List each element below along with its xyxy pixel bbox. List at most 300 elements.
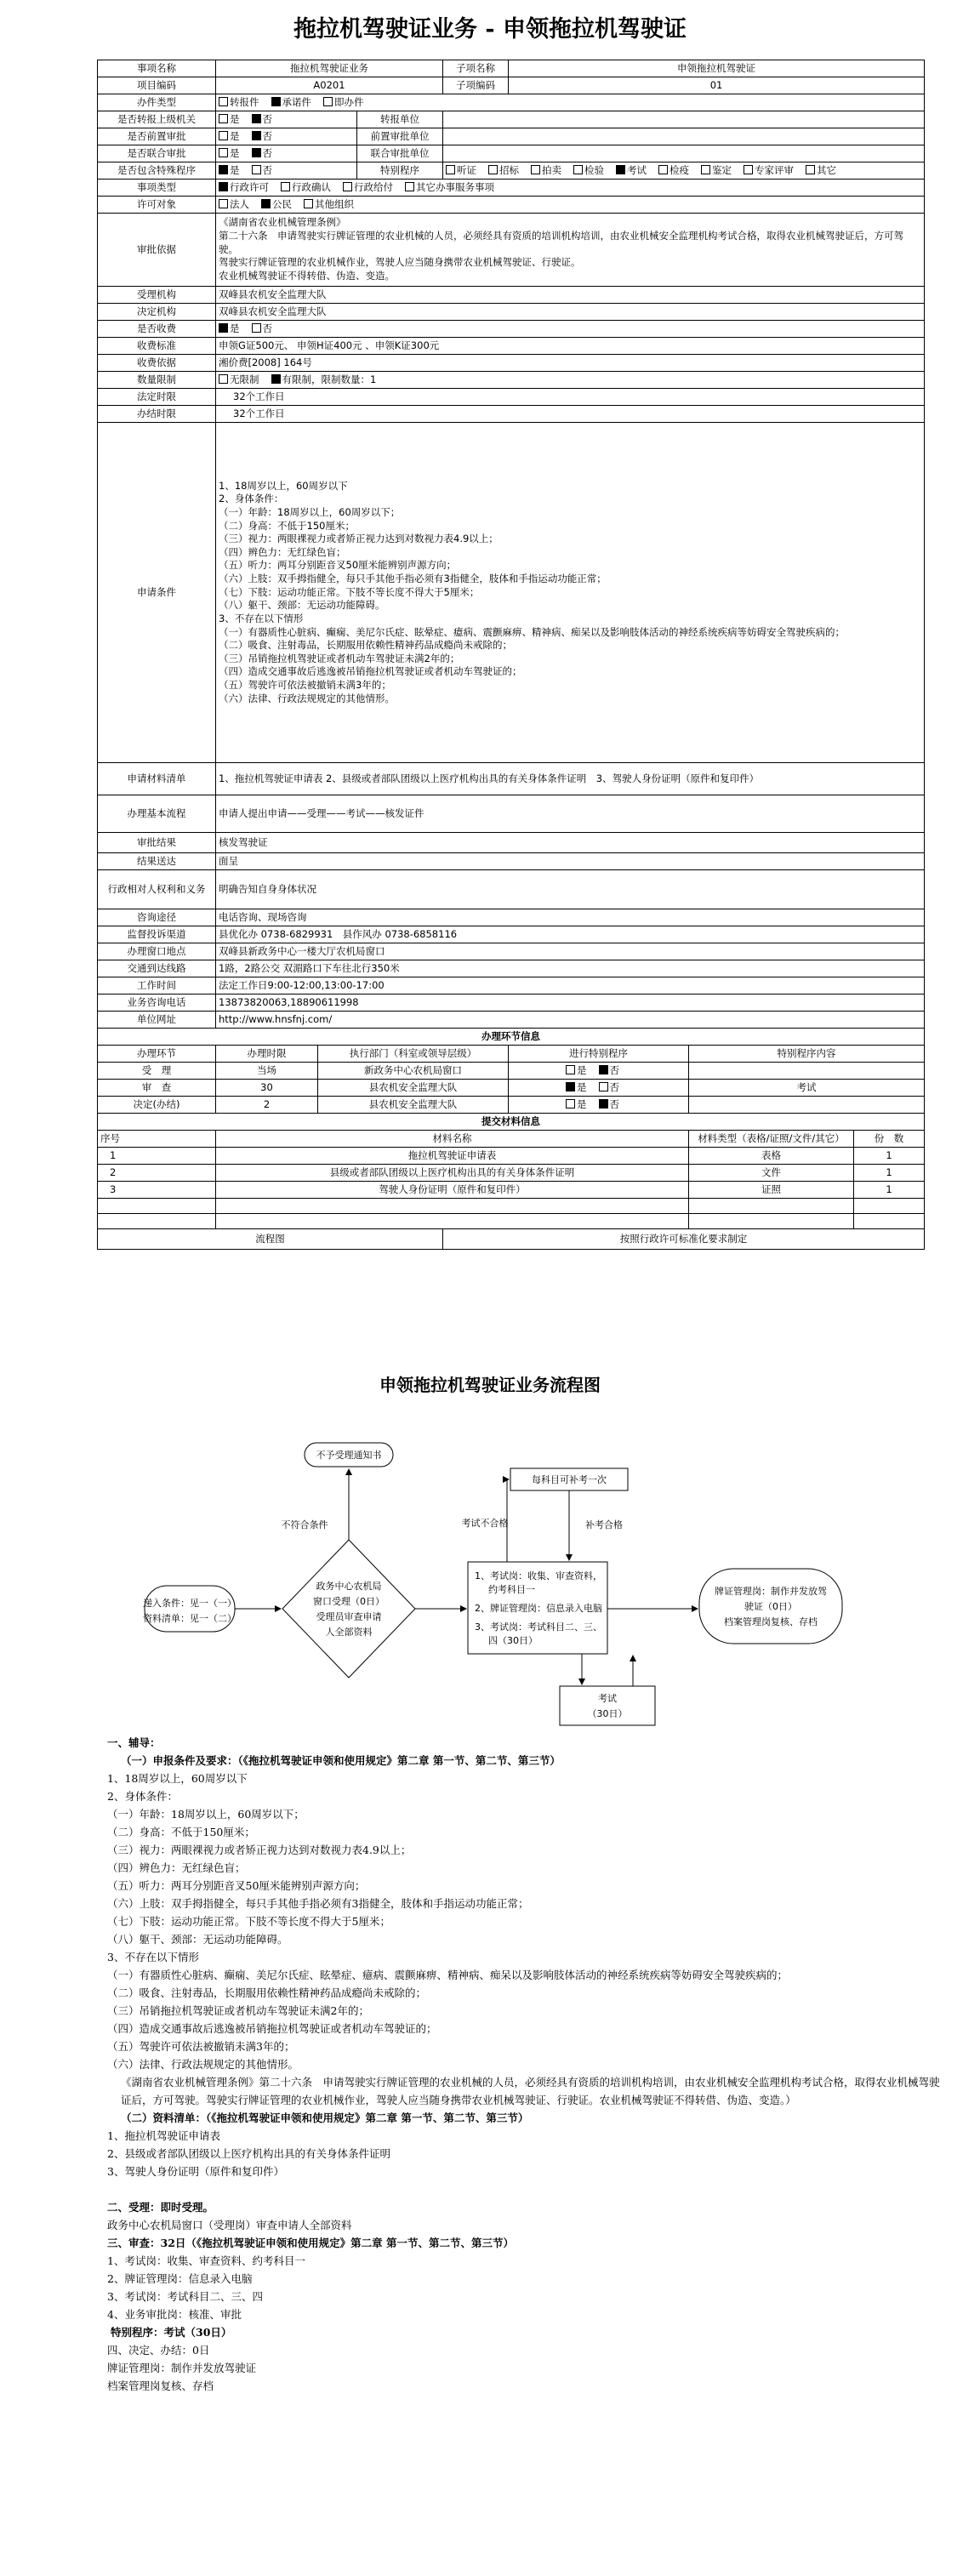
checked-box-icon [219,182,228,191]
note-heading: 二、受理：即时受理。 [107,2201,214,2214]
unchecked-box-icon [219,148,228,157]
yes-option [219,322,240,334]
checked-box-icon [252,131,261,140]
transfer-unit-value [443,111,925,128]
promise-limit-label: 办结时限 [98,406,216,423]
result-value: 核发驾驶证 [216,833,925,853]
consult-label: 咨询途径 [98,909,216,926]
special-proc-option-label: 其它 [817,163,836,176]
traffic-value: 1路，2路公交 双湄路口下车往北行350米 [216,960,925,977]
page-title: 拖拉机驾驶证业务 - 申领拖拉机驾驶证 [293,16,687,43]
no-option-label: 否 [609,1063,619,1076]
item-code-label: 项目编码 [98,77,216,94]
step-limit: 2 [216,1097,318,1114]
checkbox-option-label: 转报件 [230,95,259,108]
joint-approval-options [216,145,357,162]
no-option [252,322,273,334]
note-condition-line: （四）辨色力：无红绿色盲； [107,1861,246,1874]
mat-no: 3 [98,1182,216,1199]
step-content [689,1097,925,1114]
sub-name-label: 子项名称 [443,60,509,77]
checkbox-option [219,198,249,210]
rights-value: 明确告知自身身体状况 [216,870,925,909]
promise-limit-value: 32个工作日 [216,406,925,423]
mat-empty-cell [98,1214,216,1229]
special-proc-label: 特别程序 [357,162,443,180]
target-label: 许可对象 [98,197,216,214]
joint-approval-label: 是否联合审批 [98,145,216,162]
accept-org-value: 双峰县农机安全监理大队 [216,287,925,304]
phone-label: 业务咨询电话 [98,994,216,1012]
flow-title: 申领拖拉机驾驶证业务流程图 [379,1375,601,1395]
unchecked-box-icon [219,97,228,106]
mat-header-no: 序号 [98,1131,216,1148]
traffic-label: 交通到达线路 [98,960,216,977]
condition-line: （七）下肢：运动功能正常。下肢不等长度不得大于5厘米； [219,585,480,598]
unchecked-box-icon [573,165,583,174]
sub-code-value: 01 [509,77,925,94]
unchecked-box-icon [252,165,261,174]
note-heading: 四、决定、办结：0日 [107,2344,210,2357]
note-condition-line: （五）驾驶许可依法被撤销未满3年的； [107,2040,295,2053]
basis-line: 驾驶实行牌证管理的农业机械作业，驾驶人应当随身携带农业机械驾驶证、行驶证。 [219,256,581,269]
item-name-value: 拖拉机驾驶证业务 [216,60,443,77]
unchecked-box-icon [219,131,228,140]
special-proc-option-label: 检验 [584,163,604,176]
checked-box-icon [599,1099,608,1108]
condition-line: （四）辨色力：无红绿色盲； [219,545,346,558]
mat-count: 1 [854,1165,925,1182]
unchecked-box-icon [405,182,414,191]
note-condition-line: （七）下肢：运动功能正常。下肢不等长度不得大于5厘米； [107,1915,390,1928]
condition-line: （六）法律、行政法规规定的其他情形。 [219,692,395,704]
step-content [689,1063,925,1080]
reject-text: 不予受理通知书 [316,1450,382,1461]
unchecked-box-icon [219,374,228,384]
checkbox-option [271,373,377,385]
condition-line: （二）吸食、注射毒品，长期服用依赖性精神药品成瘾尚未戒除的； [219,639,512,652]
sub-code-label: 子项编码 [443,77,509,94]
mat-count: 1 [854,1182,925,1199]
checked-box-icon [261,199,271,208]
step-special [509,1080,689,1097]
special-proc-option [488,164,519,176]
checked-box-icon [271,97,281,106]
hours-label: 工作时间 [98,977,216,994]
legal-limit-label: 法定时限 [98,389,216,406]
basis-line: 第二十六条 申请驾驶实行牌证管理的农业机械的人员，必须经具有资质的培训机构培训，由农业机械安全监理机构考试合格，取得农业机械驾驶证后，方可驾驶。 [219,230,903,255]
no-option-label: 否 [262,129,272,142]
unchecked-box-icon [599,1082,608,1091]
issue-line: 牌证管理岗：制作并发放驾 [715,1586,827,1597]
steps-header-dept: 执行部门（科室或领导层级） [318,1046,509,1063]
test-line: （30日） [587,1708,628,1719]
condition-line: 3、不存在以下情形 [219,612,304,624]
note-condition-line: （六）法律、行政法规规定的其他情形。 [107,2058,299,2071]
note-condition-line: （三）吊销拖拉机驾驶证或者机动车驾驶证未满2年的； [107,2004,369,2017]
materials-value: 1、拖拉机驾驶证申请表 2、县级或者部队团级以上医疗机构出具的有关身体条件证明 3、驾驶人身份证明（原件和复印件） [216,763,925,795]
window-line: 人全部资料 [325,1627,373,1638]
mat-empty-cell [689,1199,854,1214]
quantity-label: 数量限制 [98,372,216,389]
special-proc-option [658,164,689,176]
unchecked-box-icon [446,165,455,174]
unchecked-box-icon [531,165,540,174]
note-condition-line: （二）身高：不低于150厘米； [107,1826,255,1838]
no-option-label: 否 [609,1097,619,1110]
special-proc-option-label: 专家评审 [755,163,794,176]
mat-count: 1 [854,1148,925,1165]
unchecked-box-icon [658,165,668,174]
supervise-label: 监督投诉渠道 [98,926,216,943]
special-proc-option [531,164,561,176]
mat-header-type: 材料类型（表格/证照/文件/其它） [689,1131,854,1148]
checked-box-icon [271,374,281,384]
legal-limit-value: 32个工作日 [216,389,925,406]
checkbox-option [304,198,354,210]
step-name: 决定(办结) [98,1097,216,1114]
unchecked-box-icon [343,182,352,191]
exam-line: 1、考试岗：收集、审查资料， [475,1570,602,1582]
fee-basis-value: 湘价费[2008] 164号 [216,355,925,372]
window-diamond [282,1540,415,1678]
note-line: 3、考试岗：考试科目二、三、四 [107,2290,263,2303]
unchecked-box-icon [252,323,261,333]
unchecked-box-icon [281,182,290,191]
checkbox-option-label: 公民 [272,197,292,210]
checkbox-option [219,181,269,193]
note-law: 《湖南省农业机械管理条例》第二十六条 申请驾驶实行牌证管理的农业机械的人员，必须经具有资质的培训机构培训，由农业机械安全监理机构考试合格，取得农业机械驾驶证后，方可驾驶。驾驶实行牌证管理的农业机械作业，驾驶人应当随身携带农业机械驾驶证、行驶证。农业机械驾驶证不得转借、伪造、变造。） [121,2076,940,2106]
mat-type: 文件 [689,1165,854,1182]
yes-option [219,113,240,125]
pre-approval-options [216,128,357,145]
unchecked-box-icon [566,1065,575,1074]
condition-line: （六）上肢：双手拇指健全，每只手其他手指必须有3指健全，肢体和手指运动功能正常； [219,573,607,585]
steps-header-content: 特别程序内容 [689,1046,925,1063]
delivery-value: 面呈 [216,853,925,870]
input-box [145,1586,235,1632]
checkbox-option-label: 行政许可 [230,180,269,193]
fee-standard-value: 申领G证500元、 申领H证400元 、申领K证300元 [216,338,925,355]
note-conditions [107,1770,941,2073]
yes-option-label: 是 [577,1097,587,1110]
result-label: 审批结果 [98,833,216,853]
mat-no: 2 [98,1165,216,1182]
exam-line: 3、考试岗：考试科目二、三、 [475,1621,602,1633]
checkbox-option-label: 其他组织 [315,197,354,210]
yes-option [566,1081,587,1093]
note-line: 1、拖拉机驾驶证申请表 [107,2129,220,2142]
checkbox-option-label: 行政确认 [292,180,331,193]
window-line: 受理员审查申请 [316,1611,382,1622]
charge-options [216,321,925,338]
mat-type: 证照 [689,1182,854,1199]
step-dept: 县农机安全监理大队 [318,1080,509,1097]
condition-line: （五）听力：两耳分别距音叉50厘米能辨别声源方向； [219,559,457,572]
site-link[interactable]: http://www.hnsfnj.com/ [216,1012,925,1029]
checkbox-option-label: 行政给付 [354,180,393,193]
mat-header-name: 材料名称 [216,1131,689,1148]
site-label: 单位网址 [98,1012,216,1029]
no-option [252,130,273,142]
condition-line: （三）视力：两眼裸视力或者矫正视力达到对数视力表4.9以上； [219,533,499,545]
exam-line: 2、牌证管理岗：信息录入电脑 [475,1603,602,1614]
mat-name: 驾驶人身份证明（原件和复印件） [216,1182,689,1199]
unchecked-box-icon [219,199,228,208]
checkbox-option-label: 无限制 [230,373,259,385]
basis-line: 《湖南省农业机械管理条例》 [219,216,346,229]
checked-box-icon [252,148,261,157]
special-proc-options [443,162,925,180]
yes-option [219,147,240,159]
condition-line: 1、18周岁以上，60周岁以下 [219,479,348,492]
checked-box-icon [252,114,261,123]
no-option-label: 否 [262,322,272,334]
yes-option [566,1098,587,1110]
fee-standard-label: 收费标准 [98,338,216,355]
materials-section-title: 提交材料信息 [98,1114,925,1131]
note-line: 档案管理岗复核、存档 [107,2379,214,2392]
step-special [509,1063,689,1080]
checkbox-option-label: 即办件 [334,95,364,108]
steps-header-step: 办理环节 [98,1046,216,1063]
phone-value: 13873820063,18890611998 [216,994,925,1012]
unchecked-box-icon [744,165,753,174]
issue-line: 驶证（0日） [744,1601,797,1612]
mat-type: 表格 [689,1148,854,1165]
item-type-options [216,180,925,197]
checkbox-option [323,96,364,108]
special-proc-option [616,164,647,176]
special-proc-option [446,164,476,176]
condition-line: （五）驾驶许可依法被撤销未满3年的； [219,679,391,692]
condition-line: （三）吊销拖拉机驾驶证或者机动车驾驶证未满2年的； [219,652,460,664]
charge-label: 是否收费 [98,321,216,338]
checkbox-option [219,373,259,385]
handle-type-options [216,94,925,111]
note-special: 特别程序：考试（30日） [111,2326,232,2339]
note-line: 2、县级或者部队团级以上医疗机构出具的有关身体条件证明 [107,2147,390,2160]
unchecked-box-icon [806,165,815,174]
mat-name: 拖拉机驾驶证申请表 [216,1148,689,1165]
yes-option [566,1064,587,1076]
note-line: 1、考试岗：收集、审查资料、约考科目一 [107,2254,305,2267]
note-condition-line: 1、18周岁以上，60周岁以下 [107,1772,248,1785]
yes-option [219,130,240,142]
steps-header-limit: 办理时限 [216,1046,318,1063]
yes-option-label: 是 [577,1063,587,1076]
fail-label: 考试不合格 [461,1518,509,1529]
exam-line: 约考科目一 [488,1584,535,1595]
yes-option-label: 是 [230,146,240,159]
basis-label: 审批依据 [98,214,216,287]
info-table [97,60,925,1250]
special-proc-option-label: 拍卖 [542,163,561,176]
note-condition-line: （二）吸食、注射毒品，长期服用依赖性精神药品成瘾尚未戒除的； [107,1986,427,1999]
mat-name: 县级或者部队团级以上医疗机构出具的有关身体条件证明 [216,1165,689,1182]
no-option [599,1098,620,1110]
mat-header-count: 份 数 [854,1131,925,1148]
note-spacer [107,2180,941,2198]
special-proc-option-label: 鉴定 [712,163,732,176]
mat-no: 1 [98,1148,216,1165]
yes-option-label: 是 [230,163,240,176]
conditions-label: 申请条件 [98,423,216,763]
checked-box-icon [219,323,228,333]
yes-option-label: 是 [230,112,240,125]
step-limit: 当场 [216,1063,318,1080]
pre-unit-label: 前置审批单位 [357,128,443,145]
window-label: 办理窗口地点 [98,943,216,960]
note-line: 3、驾驶人身份证明（原件和复印件） [107,2165,284,2178]
joint-unit-label: 联合审批单位 [357,145,443,162]
special-options [216,162,357,180]
accept-org-label: 受理机构 [98,287,216,304]
unchecked-box-icon [323,97,333,106]
step-dept: 新政务中心农机局窗口 [318,1063,509,1080]
note-condition-line: （一）有器质性心脏病、癫痫、美尼尔氏症、眩晕症、癔病、震颤麻痹、精神病、痴呆以及影响肢体活动的神经系统疾病等妨碍安全驾驶疾病的； [107,1969,789,1981]
basis-value [216,214,925,287]
note-line: 牌证管理岗：制作并发放驾驶证 [107,2362,257,2374]
materials-label: 申请材料清单 [98,763,216,795]
condition-line: （四）造成交通事故后逃逸被吊销拖拉机驾驶证或者机动车驾驶证的； [219,665,522,678]
checkbox-option [281,181,331,193]
mat-empty-cell [854,1214,925,1229]
condition-line: （一）有器质性心脏病、癫痫、美尼尔氏症、眩晕症、癔病、震颤麻痹、精神病、痴呆以及影响肢体活动的神经系统疾病等妨碍安全驾驶疾病的； [219,625,845,638]
notfit-label: 不符合条件 [281,1519,328,1530]
no-option-label: 否 [609,1080,619,1093]
note-heading: 三、审查：32日（《拖拉机驾驶证申领和使用规定》第二章 第一节、第二节、第三节） [107,2237,514,2249]
item-name-label: 事项名称 [98,60,216,77]
test-line: 考试 [598,1693,617,1704]
special-proc-option [701,164,732,176]
hours-value: 法定工作日9:00-12:00,13:00-17:00 [216,977,925,994]
step-name: 受 理 [98,1063,216,1080]
yes-option-label: 是 [577,1080,587,1093]
note-condition-line: 2、身体条件： [107,1790,178,1803]
no-option-label: 否 [262,163,272,176]
conditions-value [216,423,925,763]
makeup-label: 补考合格 [585,1519,623,1530]
procedure-label: 办理基本流程 [98,795,216,833]
unchecked-box-icon [701,165,710,174]
condition-line: （八）躯干、颈部：无运动功能障碍。 [219,599,385,612]
pre-approval-label: 是否前置审批 [98,128,216,145]
notes [107,1734,941,2395]
checkbox-option-label: 法人 [230,197,249,210]
superior-label: 是否转报上级机关 [98,111,216,128]
rights-label: 行政相对人权利和义务 [98,870,216,909]
checkbox-option [343,181,393,193]
no-option-label: 否 [262,112,272,125]
unchecked-box-icon [219,114,228,123]
note-subheading: （一）申报条件及要求：（《拖拉机驾驶证申领和使用规定》第二章 第一节、第二节、第三节） [121,1754,561,1767]
checkbox-option [405,181,494,193]
special-proc-option [744,164,794,176]
special-proc-option-label: 考试 [627,163,647,176]
yes-option-label: 是 [230,129,240,142]
note-subheading: （二）资料清单：（《拖拉机驾驶证申领和使用规定》第二章 第一节、第二节、第三节） [121,2112,529,2124]
quantity-options [216,372,925,389]
basis-line: 农业机械驾驶证不得转借、伪造、变造。 [219,269,395,282]
step-dept: 县农机安全监理大队 [318,1097,509,1114]
checkbox-option [261,198,292,210]
no-option [252,164,273,176]
target-options [216,197,925,214]
checkbox-option-label: 其它办事服务事项 [416,180,494,193]
flow-label: 流程图 [98,1229,443,1250]
no-option [599,1081,620,1093]
mat-empty-cell [689,1214,854,1229]
condition-line: （二）身高：不低于150厘米； [219,519,355,532]
decide-org-label: 决定机构 [98,304,216,321]
mat-empty-cell [216,1199,689,1214]
note-line: 2、牌证管理岗：信息录入电脑 [107,2272,253,2285]
checkbox-option-label: 有限制，限制数量：1 [282,373,377,385]
special-proc-option-label: 听证 [457,163,476,176]
supervise-value: 县优化办 0738-6829931 县作风办 0738-6858116 [216,926,925,943]
special-proc-option-label: 检疫 [669,163,689,176]
checked-box-icon [599,1065,608,1074]
decide-org-value: 双峰县农机安全监理大队 [216,304,925,321]
checked-box-icon [616,165,625,174]
consult-value: 电话咨询、现场咨询 [216,909,925,926]
yes-option-label: 是 [230,322,240,334]
flow-note: 按照行政许可标准化要求制定 [443,1229,925,1250]
note-line: 4、业务审批岗：核准、审批 [107,2308,242,2321]
pre-unit-value [443,128,925,145]
unchecked-box-icon [488,165,498,174]
superior-options [216,111,357,128]
checkbox-option [219,96,259,108]
special-proc-option [573,164,604,176]
note-condition-line: （三）视力：两眼裸视力或者矫正视力达到对数视力表4.9以上； [107,1844,412,1856]
supplement-text: 每科目可补考一次 [532,1474,607,1485]
window-line: 窗口受理（0日） [313,1596,385,1607]
fee-basis-label: 收费依据 [98,355,216,372]
checked-box-icon [219,165,228,174]
note-condition-line: （一）年龄：18周岁以上，60周岁以下； [107,1808,305,1821]
input-line: 资料清单：见一（二） [143,1613,236,1624]
handle-type-label: 办件类型 [98,94,216,111]
step-special [509,1097,689,1114]
window-value: 双峰县新政务中心一楼大厅农机局窗口 [216,943,925,960]
no-option [599,1064,620,1076]
steps-header-special: 进行特别程序 [509,1046,689,1063]
steps-section-title: 办理环节信息 [98,1029,925,1046]
delivery-label: 结果送达 [98,853,216,870]
transfer-unit-label: 转报单位 [357,111,443,128]
step-name: 审 查 [98,1080,216,1097]
window-line: 政务中心农机局 [316,1581,382,1592]
checked-box-icon [566,1082,575,1091]
no-option [252,113,273,125]
special-proc-option-label: 招标 [499,163,519,176]
step-limit: 30 [216,1080,318,1097]
item-type-label: 事项类型 [98,180,216,197]
note-heading: 一、辅导： [107,1736,161,1749]
sub-name-value: 申领拖拉机驾驶证 [509,60,925,77]
unchecked-box-icon [304,199,313,208]
item-code-value: A0201 [216,77,443,94]
checkbox-option-label: 承诺件 [282,95,311,108]
unchecked-box-icon [566,1099,575,1108]
yes-option [219,164,240,176]
flowchart [0,1404,980,1727]
note-condition-line: （五）听力：两耳分别距音叉50厘米能辨别声源方向； [107,1879,366,1892]
note-condition-line: 3、不存在以下情形 [107,1951,199,1963]
step-content: 考试 [689,1080,925,1097]
